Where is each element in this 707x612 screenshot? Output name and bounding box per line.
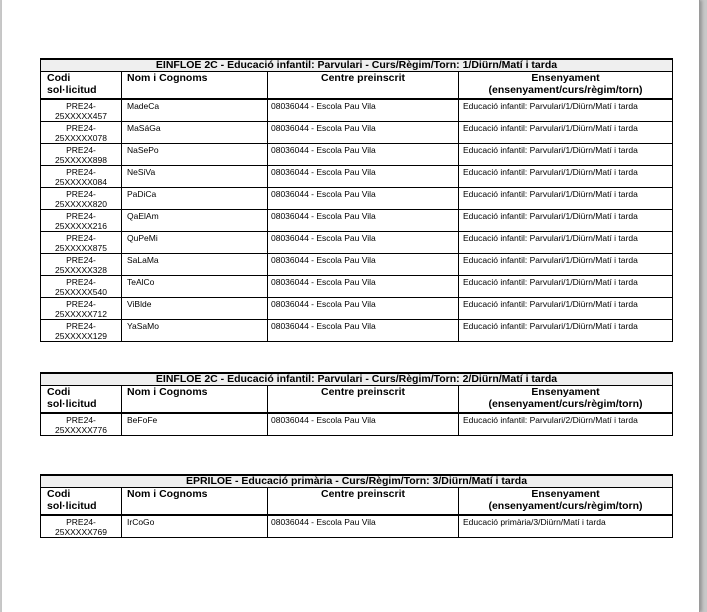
nom-cell: TeAlCo — [122, 276, 268, 298]
header-codi-line2: sol·licitud — [47, 398, 97, 410]
block-title: EPRILOE - Educació primària - Curs/Règim/Torn: 3/Diürn/Matí i tarda — [41, 475, 673, 488]
codi-cell — [41, 276, 122, 298]
header-ens-line2: (ensenyament/curs/règim/torn) — [488, 84, 643, 96]
enrollment-table-block-1 — [40, 58, 673, 342]
nom-cell: QuPeMi — [122, 232, 268, 254]
centre-cell: 08036044 - Escola Pau Vila — [268, 166, 459, 188]
table-row — [41, 298, 673, 320]
table-row — [41, 413, 673, 436]
codi-line2: 25XXXXX875 — [55, 243, 107, 253]
centre-cell: 08036044 - Escola Pau Vila — [268, 254, 459, 276]
codi-line1: PRE24- — [66, 211, 96, 221]
codi-line1: PRE24- — [66, 233, 96, 243]
nom-cell: QaElAm — [122, 210, 268, 232]
table-row — [41, 232, 673, 254]
header-nom: Nom i Cognoms — [122, 72, 268, 100]
ensenyament-cell: Educació infantil: Parvulari/1/Diürn/Matí i tarda — [459, 276, 673, 298]
centre-cell: 08036044 - Escola Pau Vila — [268, 320, 459, 342]
header-centre: Centre preinscrit — [268, 386, 459, 414]
codi-line1: PRE24- — [66, 167, 96, 177]
ensenyament-cell: Educació infantil: Parvulari/1/Diürn/Matí i tarda — [459, 298, 673, 320]
header-ens-line2: (ensenyament/curs/règim/torn) — [488, 500, 643, 512]
codi-line1: PRE24- — [66, 101, 96, 111]
header-codi-line1: Codi — [47, 488, 71, 500]
codi-line2: 25XXXXX540 — [55, 287, 107, 297]
header-ens-line2: (ensenyament/curs/règim/torn) — [488, 398, 643, 410]
codi-cell — [41, 298, 122, 320]
codi-line1: PRE24- — [66, 189, 96, 199]
table-row — [41, 122, 673, 144]
enrollment-table-block-2 — [40, 372, 673, 436]
codi-line2: 25XXXXX712 — [55, 309, 107, 319]
header-ensenyament — [459, 488, 673, 516]
centre-cell: 08036044 - Escola Pau Vila — [268, 298, 459, 320]
header-nom: Nom i Cognoms — [122, 386, 268, 414]
centre-cell: 08036044 - Escola Pau Vila — [268, 99, 459, 122]
header-codi-line2: sol·licitud — [47, 500, 97, 512]
table-title-row — [41, 475, 673, 488]
codi-line1: PRE24- — [66, 255, 96, 265]
block-title: EINFLOE 2C - Educació infantil: Parvulari - Curs/Règim/Torn: 2/Diürn/Matí i tarda — [41, 373, 673, 386]
nom-cell: PaDiCa — [122, 188, 268, 210]
block-title: EINFLOE 2C - Educació infantil: Parvulari - Curs/Règim/Torn: 1/Diürn/Matí i tarda — [41, 59, 673, 72]
ensenyament-cell: Educació infantil: Parvulari/1/Diürn/Matí i tarda — [459, 320, 673, 342]
codi-cell — [41, 413, 122, 436]
header-ens-line1: Ensenyament — [531, 72, 600, 84]
enrollment-table-block-3 — [40, 474, 673, 538]
codi-cell — [41, 188, 122, 210]
ensenyament-cell: Educació infantil: Parvulari/1/Diürn/Matí i tarda — [459, 254, 673, 276]
codi-line1: PRE24- — [66, 415, 96, 425]
centre-cell: 08036044 - Escola Pau Vila — [268, 232, 459, 254]
codi-line1: PRE24- — [66, 517, 96, 527]
codi-line1: PRE24- — [66, 123, 96, 133]
header-codi — [41, 386, 122, 414]
ensenyament-cell: Educació infantil: Parvulari/1/Diürn/Matí i tarda — [459, 144, 673, 166]
header-codi-line2: sol·licitud — [47, 84, 97, 96]
codi-line1: PRE24- — [66, 299, 96, 309]
table-row — [41, 144, 673, 166]
ensenyament-cell: Educació primària/3/Diürn/Matí i tarda — [459, 515, 673, 538]
codi-cell — [41, 122, 122, 144]
table-row — [41, 515, 673, 538]
codi-line2: 25XXXXX776 — [55, 425, 107, 435]
codi-cell — [41, 232, 122, 254]
nom-cell: SaLaMa — [122, 254, 268, 276]
centre-cell: 08036044 - Escola Pau Vila — [268, 122, 459, 144]
header-ensenyament — [459, 72, 673, 100]
table-row — [41, 254, 673, 276]
centre-cell: 08036044 - Escola Pau Vila — [268, 144, 459, 166]
nom-cell: MadeCa — [122, 99, 268, 122]
table-row — [41, 166, 673, 188]
header-ens-line1: Ensenyament — [531, 386, 600, 398]
codi-cell — [41, 254, 122, 276]
codi-line2: 25XXXXX820 — [55, 199, 107, 209]
centre-cell: 08036044 - Escola Pau Vila — [268, 276, 459, 298]
codi-line2: 25XXXXX084 — [55, 177, 107, 187]
header-codi — [41, 488, 122, 516]
nom-cell: NaSePo — [122, 144, 268, 166]
codi-line2: 25XXXXX129 — [55, 331, 107, 341]
header-centre: Centre preinscrit — [268, 72, 459, 100]
ensenyament-cell: Educació infantil: Parvulari/1/Diürn/Matí i tarda — [459, 232, 673, 254]
table-row — [41, 320, 673, 342]
codi-cell — [41, 320, 122, 342]
ensenyament-cell: Educació infantil: Parvulari/2/Diürn/Matí i tarda — [459, 413, 673, 436]
header-codi — [41, 72, 122, 100]
centre-cell: 08036044 - Escola Pau Vila — [268, 515, 459, 538]
column-header-row — [41, 488, 673, 516]
nom-cell: NeSiVa — [122, 166, 268, 188]
document-page — [2, 0, 700, 612]
nom-cell: IrCoGo — [122, 515, 268, 538]
table-row — [41, 210, 673, 232]
codi-line2: 25XXXXX216 — [55, 221, 107, 231]
header-ensenyament — [459, 386, 673, 414]
column-header-row — [41, 386, 673, 414]
ensenyament-cell: Educació infantil: Parvulari/1/Diürn/Matí i tarda — [459, 166, 673, 188]
nom-cell: ViBlde — [122, 298, 268, 320]
header-nom: Nom i Cognoms — [122, 488, 268, 516]
codi-line1: PRE24- — [66, 277, 96, 287]
column-header-row — [41, 72, 673, 100]
codi-cell — [41, 166, 122, 188]
centre-cell: 08036044 - Escola Pau Vila — [268, 210, 459, 232]
centre-cell: 08036044 - Escola Pau Vila — [268, 188, 459, 210]
table-row — [41, 99, 673, 122]
codi-line1: PRE24- — [66, 321, 96, 331]
ensenyament-cell: Educació infantil: Parvulari/1/Diürn/Matí i tarda — [459, 122, 673, 144]
header-centre: Centre preinscrit — [268, 488, 459, 516]
codi-cell — [41, 144, 122, 166]
header-codi-line1: Codi — [47, 386, 71, 398]
codi-cell — [41, 515, 122, 538]
header-codi-line1: Codi — [47, 72, 71, 84]
nom-cell: MaSáGa — [122, 122, 268, 144]
table-title-row — [41, 59, 673, 72]
codi-line2: 25XXXXX078 — [55, 133, 107, 143]
table-row — [41, 276, 673, 298]
codi-line2: 25XXXXX457 — [55, 111, 107, 121]
header-ens-line1: Ensenyament — [531, 488, 600, 500]
codi-line2: 25XXXXX769 — [55, 527, 107, 537]
table-row — [41, 188, 673, 210]
nom-cell: BeFoFe — [122, 413, 268, 436]
codi-line2: 25XXXXX328 — [55, 265, 107, 275]
codi-cell — [41, 99, 122, 122]
codi-line1: PRE24- — [66, 145, 96, 155]
table-title-row — [41, 373, 673, 386]
centre-cell: 08036044 - Escola Pau Vila — [268, 413, 459, 436]
nom-cell: YaSaMo — [122, 320, 268, 342]
codi-line2: 25XXXXX898 — [55, 155, 107, 165]
ensenyament-cell: Educació infantil: Parvulari/1/Diürn/Matí i tarda — [459, 99, 673, 122]
ensenyament-cell: Educació infantil: Parvulari/1/Diürn/Matí i tarda — [459, 210, 673, 232]
ensenyament-cell: Educació infantil: Parvulari/1/Diürn/Matí i tarda — [459, 188, 673, 210]
codi-cell — [41, 210, 122, 232]
